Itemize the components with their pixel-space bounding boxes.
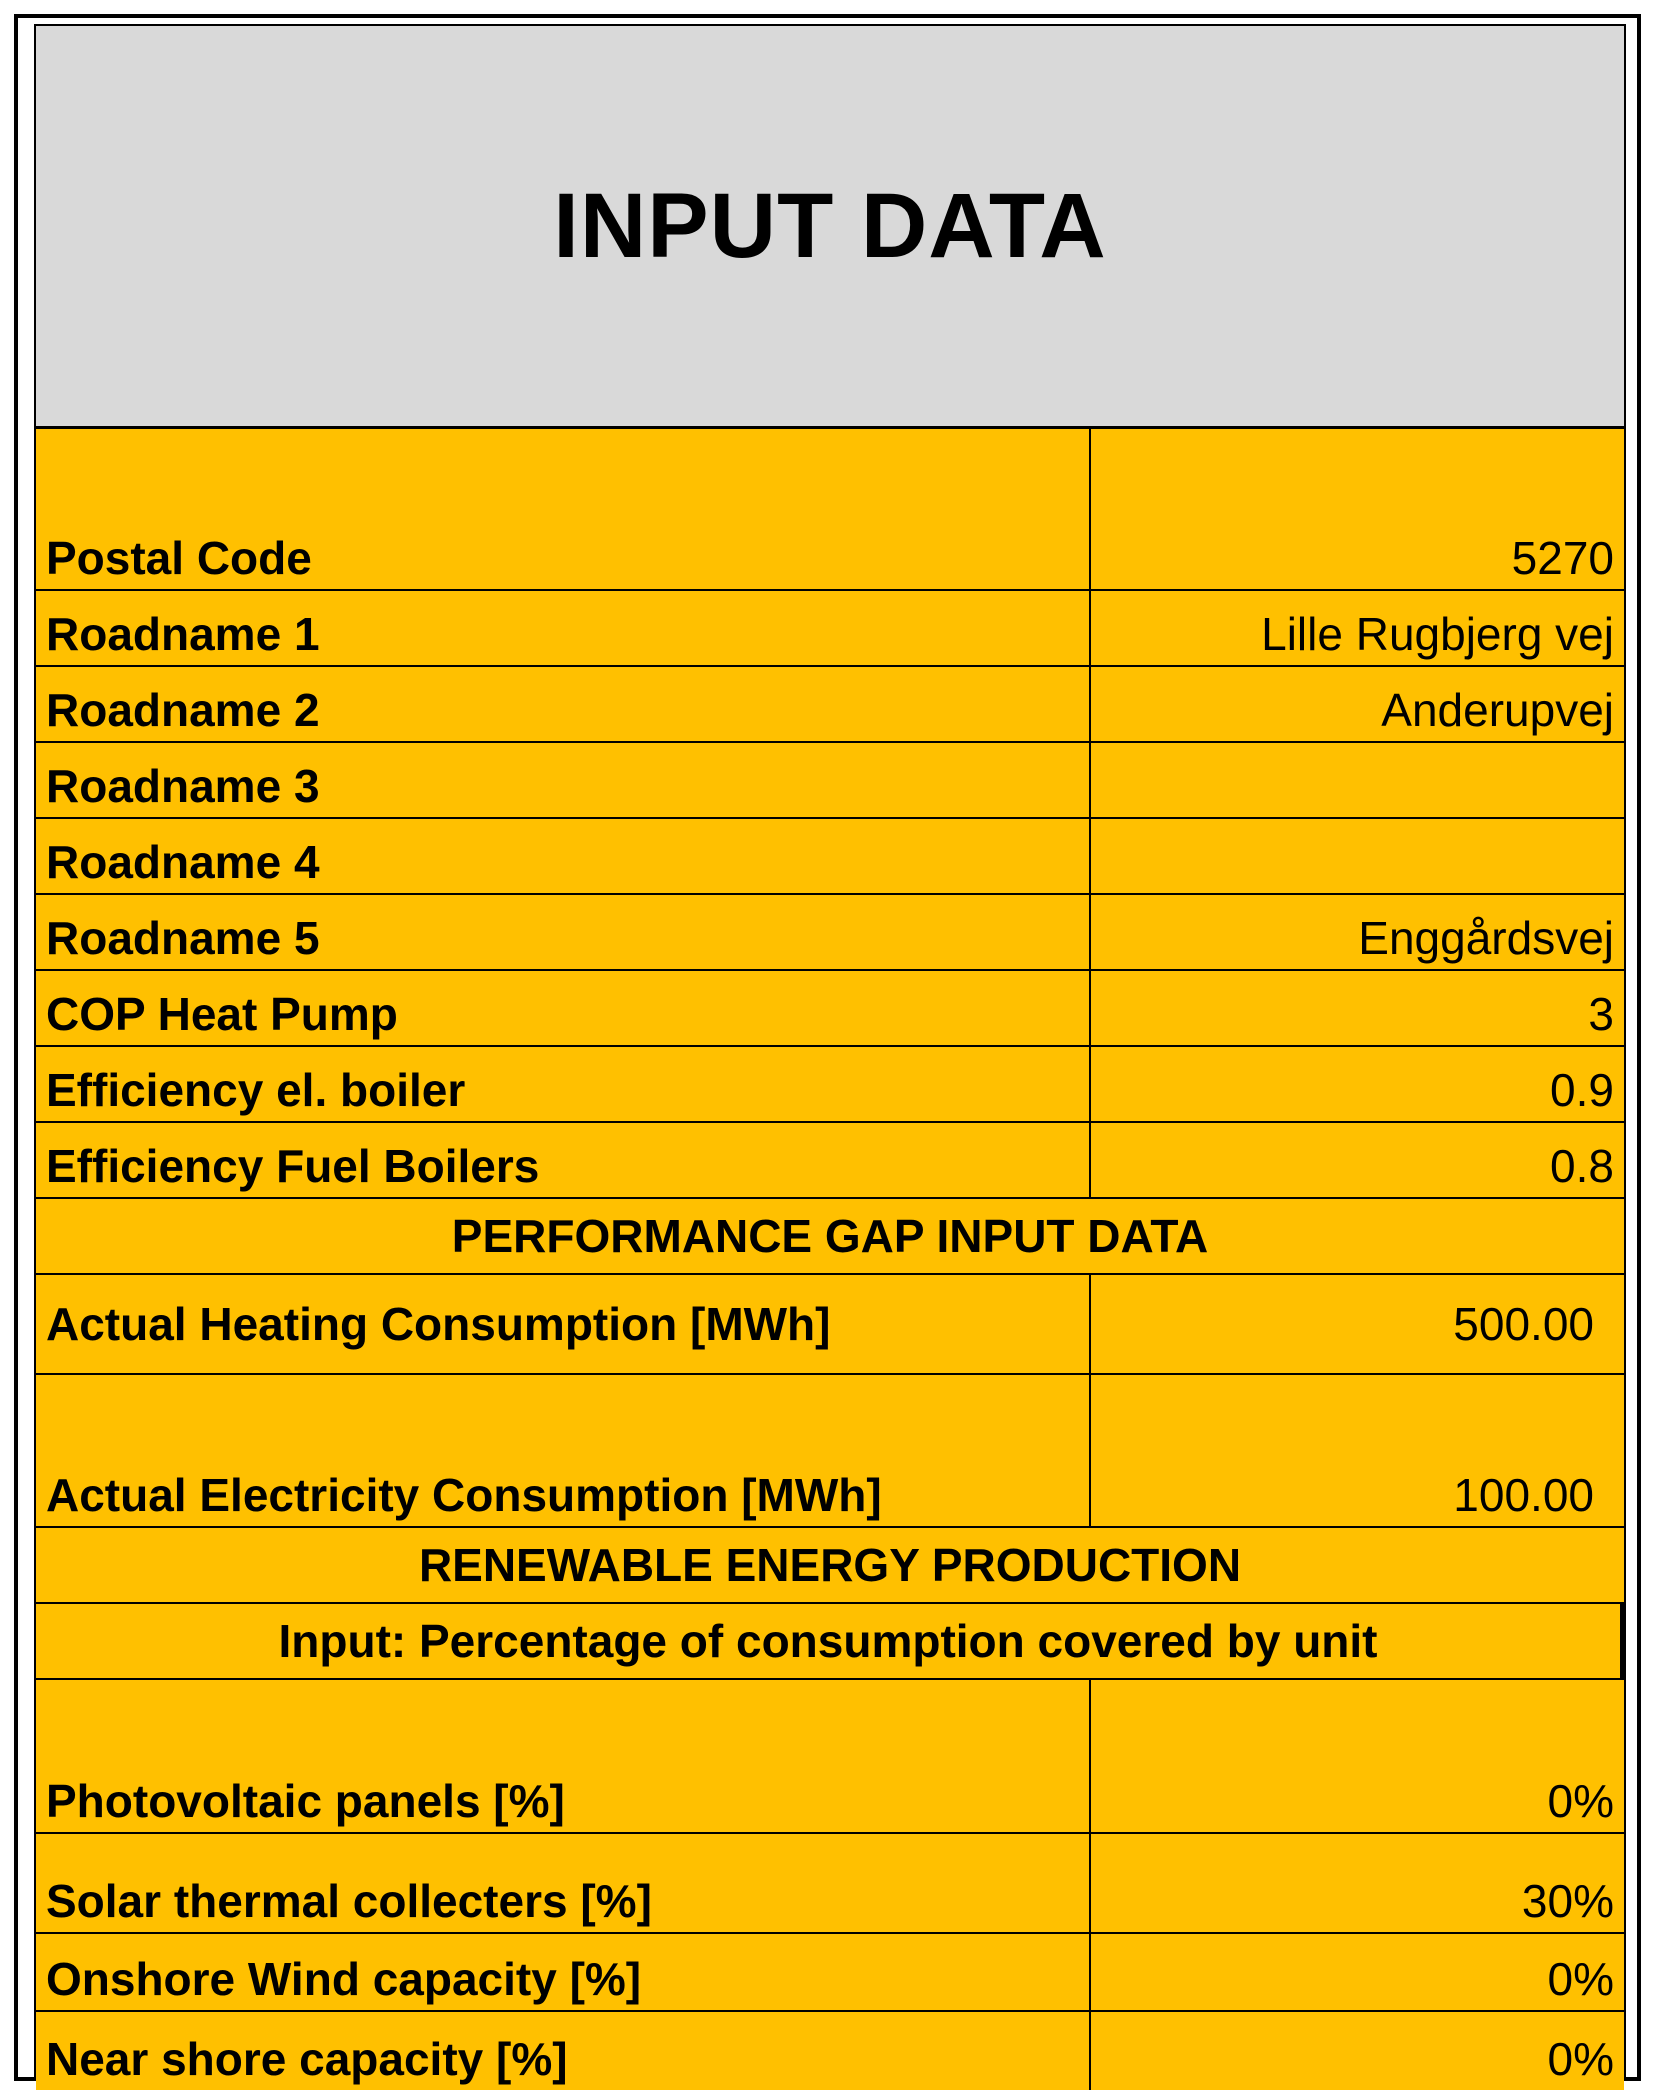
row-efficiency-fuel-boilers bbox=[36, 1123, 1624, 1199]
renewable-subheading[interactable]: Input: Percentage of consumption covered by unit bbox=[36, 1604, 1624, 1678]
performance-gap-heading[interactable]: PERFORMANCE GAP INPUT DATA bbox=[451, 1210, 1209, 1262]
spreadsheet-frame bbox=[14, 14, 1641, 2085]
label-roadname-4[interactable]: Roadname 4 bbox=[36, 819, 1091, 893]
row-actual-heating bbox=[36, 1275, 1624, 1375]
row-roadname-1 bbox=[36, 591, 1624, 667]
input-grid bbox=[36, 429, 1624, 2090]
label-cop-heat-pump[interactable]: COP Heat Pump bbox=[36, 971, 1091, 1045]
row-efficiency-el-boiler bbox=[36, 1047, 1624, 1123]
value-roadname-3[interactable] bbox=[1091, 743, 1624, 817]
row-roadname-4 bbox=[36, 819, 1624, 895]
row-roadname-2 bbox=[36, 667, 1624, 743]
row-actual-electricity bbox=[36, 1375, 1624, 1528]
label-postal-code[interactable]: Postal Code bbox=[36, 429, 1091, 589]
label-solar-thermal[interactable]: Solar thermal collecters [%] bbox=[36, 1834, 1091, 1932]
label-efficiency-fuel-boilers[interactable]: Efficiency Fuel Boilers bbox=[36, 1123, 1091, 1197]
value-roadname-2[interactable]: Anderupvej bbox=[1381, 684, 1614, 736]
value-photovoltaic[interactable]: 0% bbox=[1547, 1775, 1614, 1827]
label-actual-electricity[interactable]: Actual Electricity Consumption [MWh] bbox=[36, 1375, 1091, 1526]
value-postal-code[interactable]: 5270 bbox=[1511, 532, 1614, 584]
value-onshore-wind[interactable]: 0% bbox=[1547, 1953, 1614, 2005]
row-postal-code bbox=[36, 429, 1624, 591]
label-onshore-wind[interactable]: Onshore Wind capacity [%] bbox=[36, 1934, 1091, 2010]
label-roadname-5[interactable]: Roadname 5 bbox=[36, 895, 1091, 969]
value-roadname-5[interactable]: Enggårdsvej bbox=[1358, 912, 1614, 964]
value-actual-heating[interactable]: 500.00 bbox=[1453, 1298, 1594, 1350]
renewable-heading[interactable]: RENEWABLE ENERGY PRODUCTION bbox=[418, 1539, 1242, 1591]
row-performance-gap-heading bbox=[36, 1199, 1624, 1275]
label-photovoltaic[interactable]: Photovoltaic panels [%] bbox=[36, 1680, 1091, 1832]
label-roadname-2[interactable]: Roadname 2 bbox=[36, 667, 1091, 741]
title-cell[interactable]: INPUT DATA bbox=[36, 26, 1624, 429]
value-near-shore[interactable]: 0% bbox=[1547, 2033, 1614, 2085]
label-efficiency-el-boiler[interactable]: Efficiency el. boiler bbox=[36, 1047, 1091, 1121]
row-renewable-heading bbox=[36, 1528, 1624, 1604]
label-actual-heating[interactable]: Actual Heating Consumption [MWh] bbox=[36, 1275, 1091, 1373]
value-efficiency-fuel-boilers[interactable]: 0.8 bbox=[1550, 1140, 1614, 1192]
row-roadname-5 bbox=[36, 895, 1624, 971]
row-solar-thermal bbox=[36, 1834, 1624, 1934]
label-roadname-3[interactable]: Roadname 3 bbox=[36, 743, 1091, 817]
value-roadname-4[interactable] bbox=[1091, 819, 1624, 893]
row-renewable-subheading bbox=[36, 1604, 1624, 1680]
row-onshore-wind bbox=[36, 1934, 1624, 2012]
label-roadname-1[interactable]: Roadname 1 bbox=[36, 591, 1091, 665]
row-photovoltaic bbox=[36, 1680, 1624, 1834]
row-near-shore bbox=[36, 2012, 1624, 2090]
input-data-sheet bbox=[34, 24, 1626, 2085]
value-solar-thermal[interactable]: 30% bbox=[1521, 1875, 1614, 1927]
label-near-shore[interactable]: Near shore capacity [%] bbox=[36, 2012, 1091, 2090]
value-cop-heat-pump[interactable]: 3 bbox=[1588, 988, 1614, 1040]
value-roadname-1[interactable]: Lille Rugbjerg vej bbox=[1261, 608, 1614, 660]
value-actual-electricity[interactable]: 100.00 bbox=[1453, 1469, 1594, 1521]
value-efficiency-el-boiler[interactable]: 0.9 bbox=[1550, 1064, 1614, 1116]
row-roadname-3 bbox=[36, 743, 1624, 819]
row-cop-heat-pump bbox=[36, 971, 1624, 1047]
